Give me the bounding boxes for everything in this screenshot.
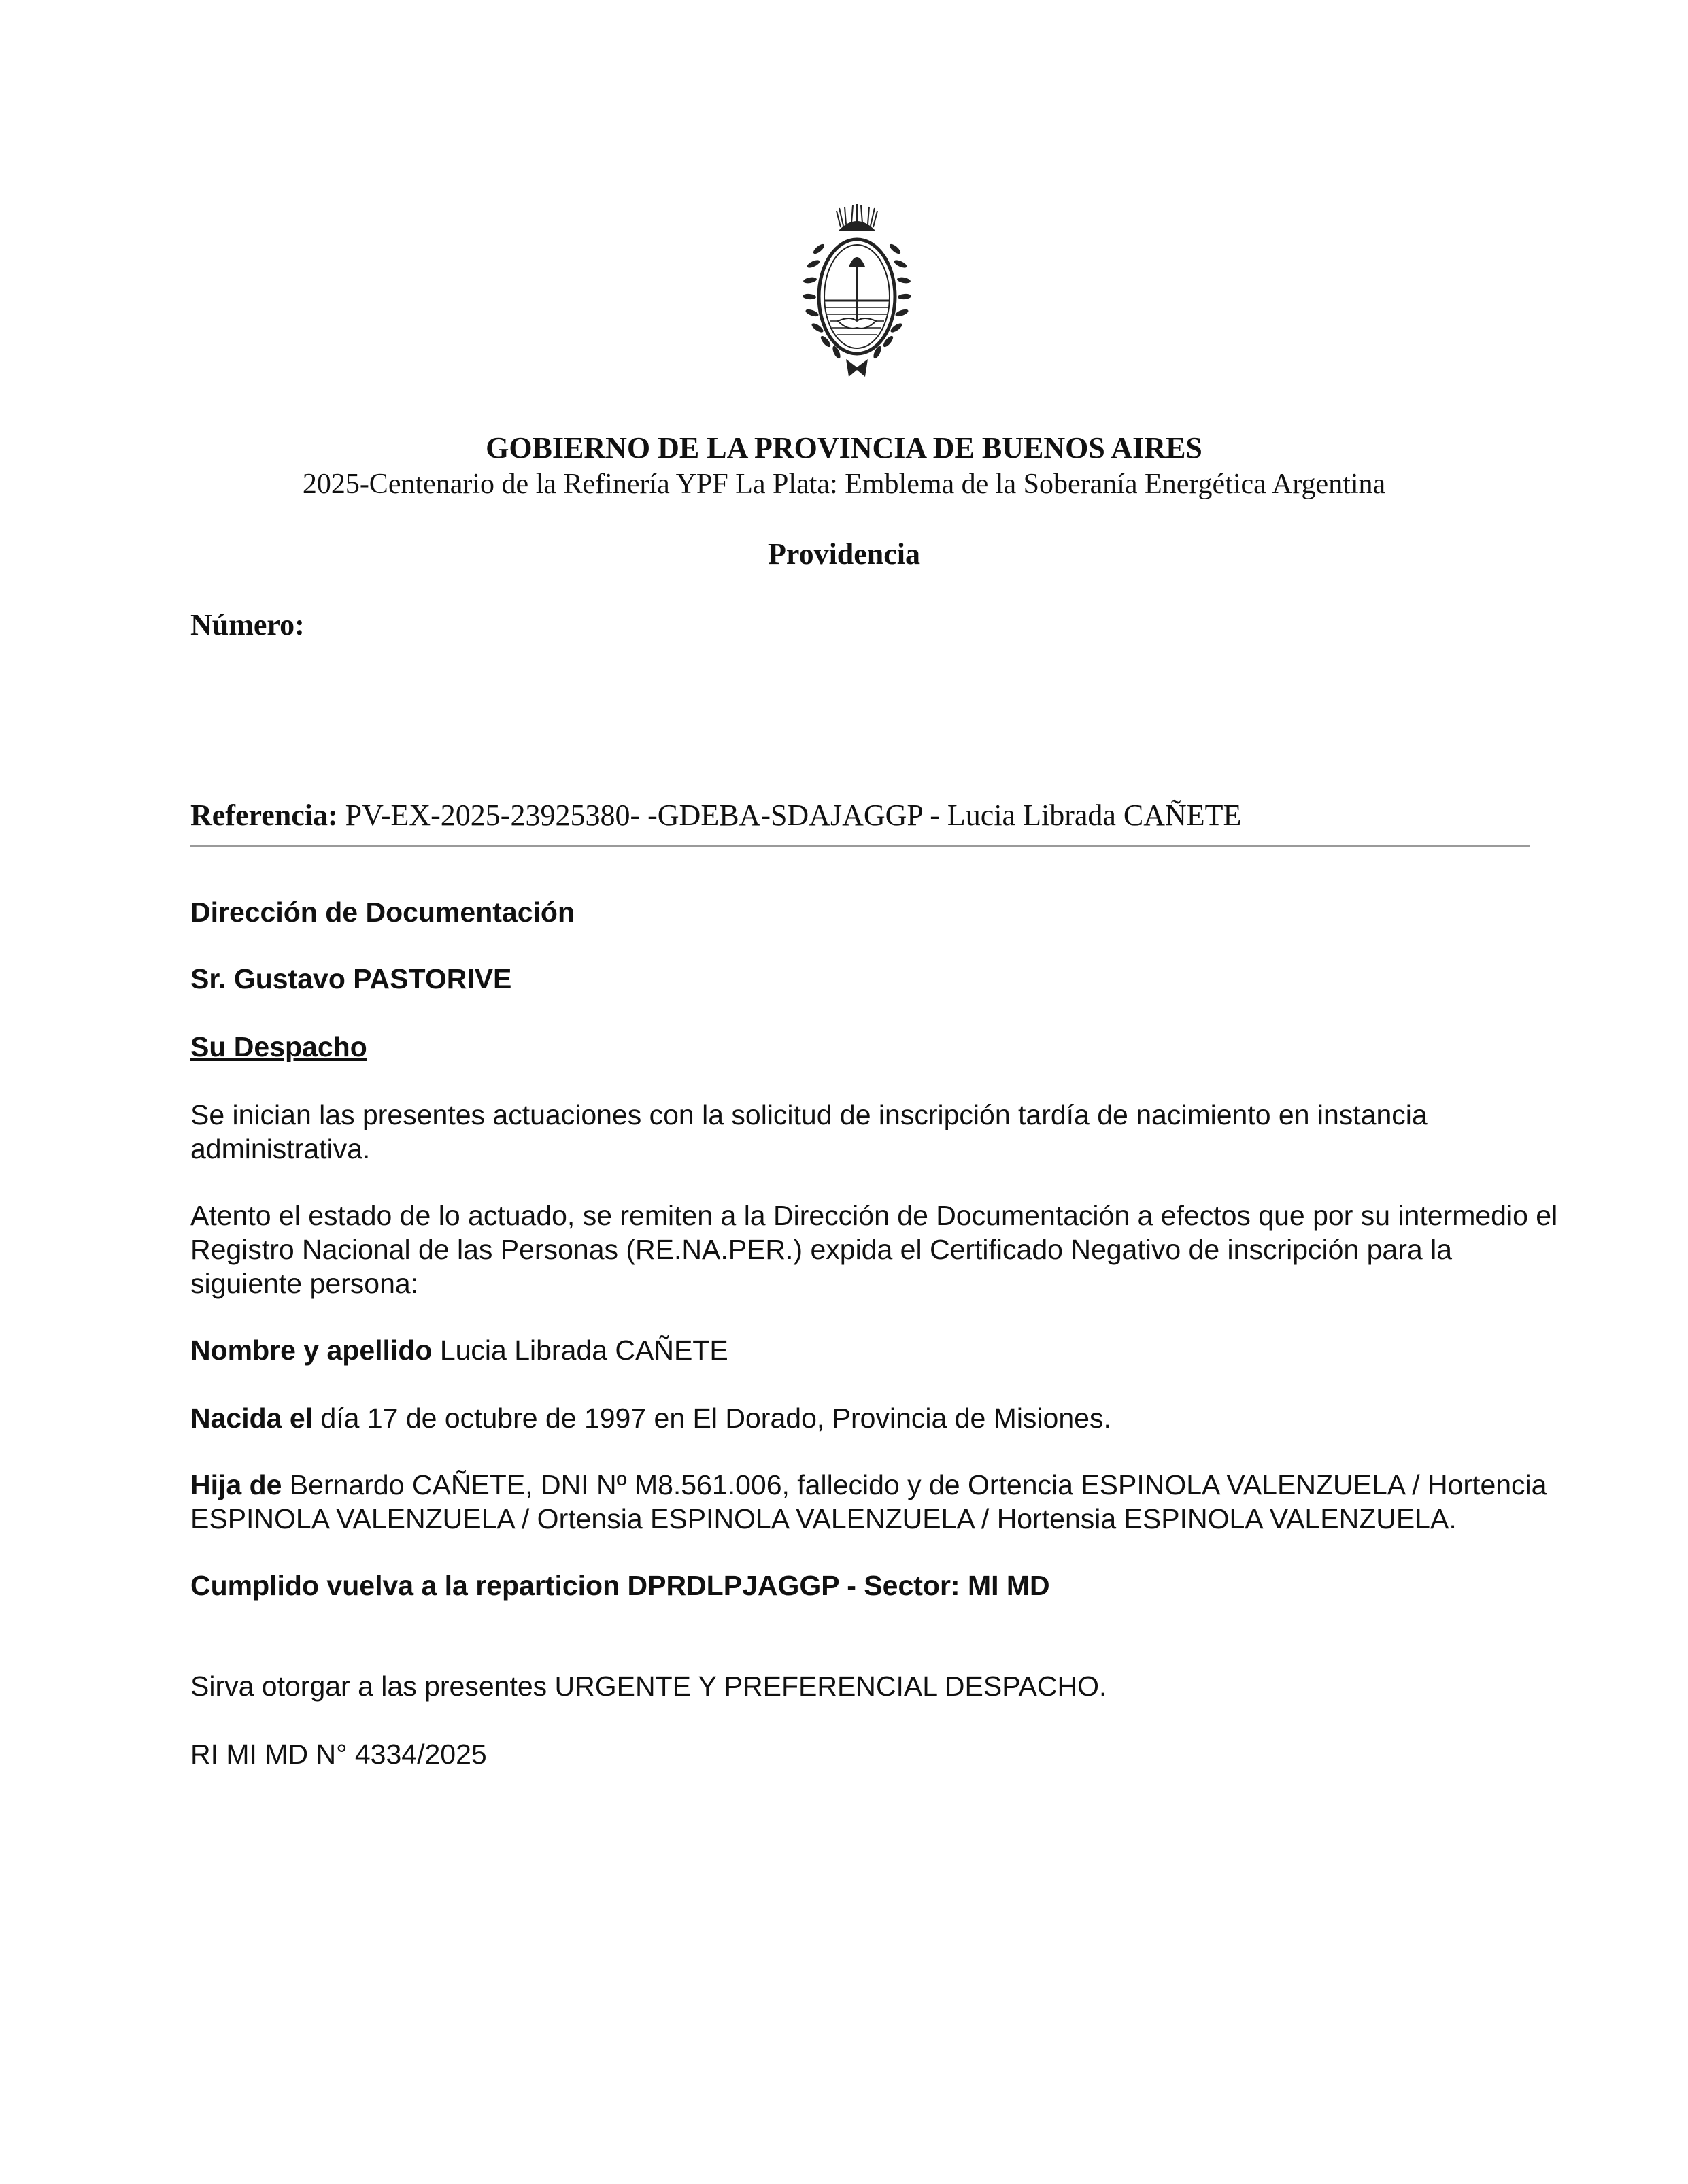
name-value: Lucia Librada CAÑETE <box>432 1334 728 1366</box>
return-instruction: Cumplido vuelva a la reparticion DPRDLPJAGGP - Sector: MI MD <box>190 1570 1050 1601</box>
referencia-line <box>190 797 1241 834</box>
parents-line-2: ESPINOLA VALENZUELA / Ortensia ESPINOLA VALENZUELA / Hortensia ESPINOLA VALENZUELA. <box>190 1503 1457 1534</box>
header-divider <box>190 845 1530 847</box>
salutation-line <box>190 1030 1619 1064</box>
urgent-dispatch: Sirva otorgar a las presentes URGENTE Y PREFERENCIAL DESPACHO. <box>190 1670 1107 1702</box>
paragraph-1-line-2: administrativa. <box>190 1133 371 1164</box>
daughter-value-1: Bernardo CAÑETE, DNI Nº M8.561.006, fallecido y de Ortencia ESPINOLA VALENZUELA / Hortencia <box>282 1469 1547 1500</box>
born-value: día 17 de octubre de 1997 en El Dorado, Provincia de Misiones. <box>313 1402 1111 1434</box>
paragraph-2-line-2: Registro Nacional de las Personas (RE.NA.PER.) expida el Certificado Negativo de inscripción para la <box>190 1234 1452 1265</box>
paragraph-2-line-3: siguiente persona: <box>190 1268 419 1299</box>
parents-line-1 <box>190 1468 1619 1502</box>
paragraph-1-line-1: Se inician las presentes actuaciones con la solicitud de inscripción tardía de nacimiento en instancia <box>190 1099 1428 1130</box>
salutation: Su Despacho <box>190 1031 367 1062</box>
document-type: Providencia <box>767 537 921 571</box>
addressee-person: Sr. Gustavo PASTORIVE <box>190 963 512 994</box>
name-label: Nombre y apellido <box>190 1334 433 1366</box>
daughter-label: Hija de <box>190 1469 282 1500</box>
referencia-value: PV-EX-2025-23925380- -GDEBA-SDAJAGGP - Lucia Librada CAÑETE <box>345 799 1242 832</box>
born-label: Nacida el <box>190 1402 314 1434</box>
addressee-office: Dirección de Documentación <box>190 896 575 928</box>
numero-label: Número: <box>190 608 305 641</box>
birth-line <box>190 1401 1619 1435</box>
year-motto: 2025-Centenario de la Refinería YPF La Plata: Emblema de la Soberanía Energética Argentina <box>302 469 1386 500</box>
paragraph-2-line-1: Atento el estado de lo actuado, se remiten a la Dirección de Documentación a efectos que por su intermedio el <box>190 1200 1558 1231</box>
name-line <box>190 1333 1619 1367</box>
coat-of-arms-buenos-aires-icon <box>798 201 915 378</box>
referencia-label: Referencia: <box>190 799 338 832</box>
ri-reference: RI MI MD N° 4334/2025 <box>190 1738 487 1770</box>
government-title: GOBIERNO DE LA PROVINCIA DE BUENOS AIRES <box>486 431 1202 465</box>
